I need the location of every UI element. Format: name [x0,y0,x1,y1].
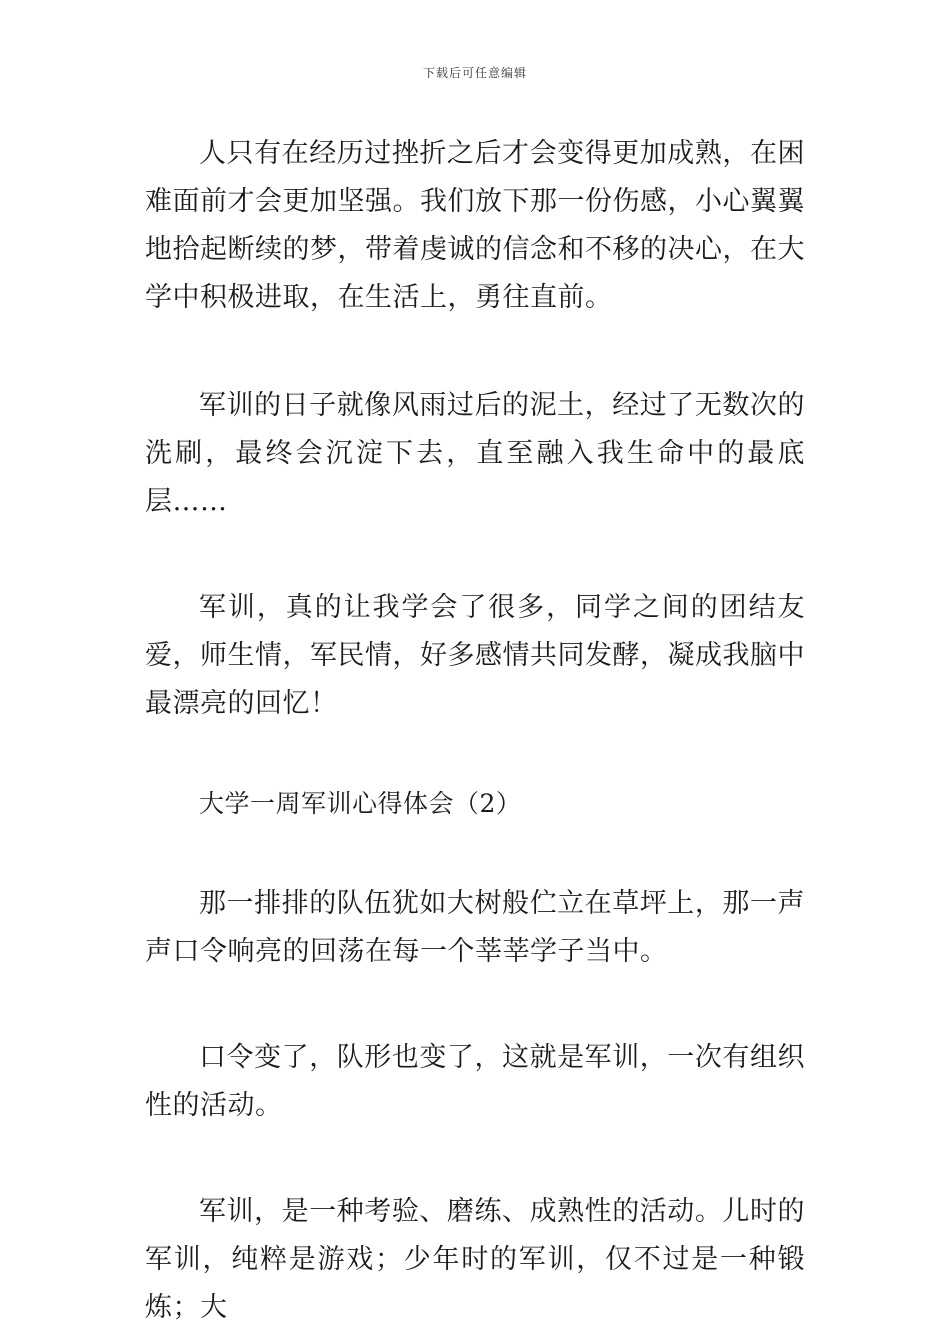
paragraph: 军训的日子就像风雨过后的泥土，经过了无数次的洗刷，最终会沉淀下去，直至融入我生命中的最底层…… [145,390,805,517]
paragraph: 那一排排的队伍犹如大树般伫立在草坪上，那一声声口令响亮的回荡在每一个莘莘学子当中。 [145,888,805,967]
paragraph: 口令变了，队形也变了，这就是军训，一次有组织性的活动。 [145,1042,805,1121]
document-body [145,130,805,1332]
paragraph: 军训，是一种考验、磨练、成熟性的活动。儿时的军训，纯粹是游戏；少年时的军训，仅不过是一种锻炼；大 [145,1196,805,1323]
page-header: 下载后可任意编辑 [422,66,527,80]
paragraph: 军训，真的让我学会了很多，同学之间的团结友爱，师生情，军民情，好多感情共同发酵，凝成我脑中最漂亮的回忆！ [145,592,805,719]
section-heading: 大学一周军训心得体会（2） [199,789,522,818]
paragraph: 人只有在经历过挫折之后才会变得更加成熟，在困难面前才会更加坚强。我们放下那一份伤感，小心翼翼地拾起断续的梦，带着虔诚的信念和不移的决心，在大学中积极进取，在生活上，勇往直前。 [145,138,805,313]
